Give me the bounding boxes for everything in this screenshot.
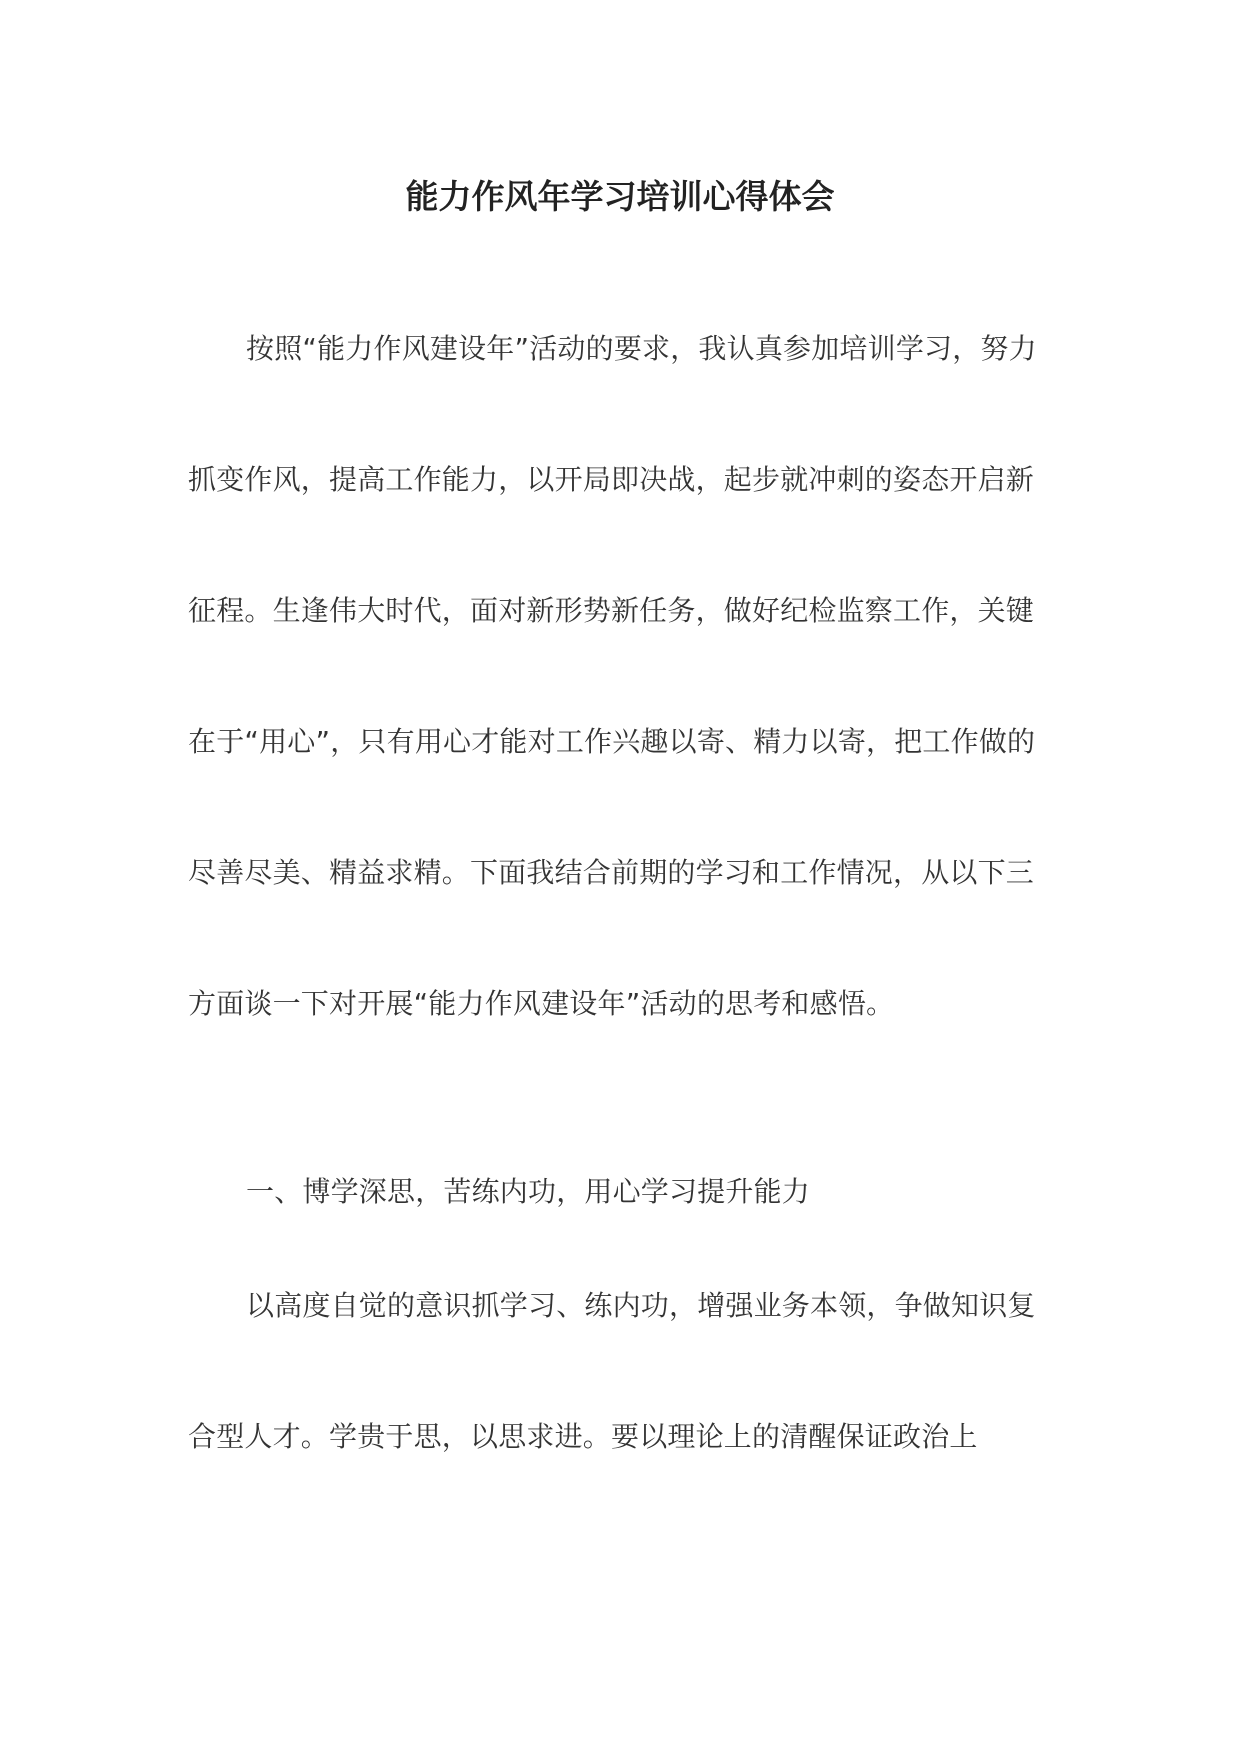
body-paragraph: 以高度自觉的意识抓学习、练内功，增强业务本领，争做知识复合型人才。学贵于思，以思求进。要以理论上的清醒保证政治上 bbox=[188, 1289, 1036, 1453]
body-paragraph: 按照“能力作风建设年”活动的要求，我认真参加培训学习，努力抓变作风，提高工作能力，以开局即决战，起步就冲刺的姿态开启新征程。生逢伟大时代，面对新形势新任务，做好纪检监察工作，关键在于“用心”，只有用心才能对工作兴趣以寄、精力以寄，把工作做的尽善尽美、精益求精。下面我结合前期的学习和工作情况，从以下三方面谈一下对开展“能力作风建设年”活动的思考和感悟。 bbox=[188, 332, 1037, 1020]
section-heading: 一、博学深思，苦练内功，用心学习提升能力 bbox=[246, 1175, 811, 1208]
document-title: 能力作风年学习培训心得体会 bbox=[405, 177, 835, 216]
